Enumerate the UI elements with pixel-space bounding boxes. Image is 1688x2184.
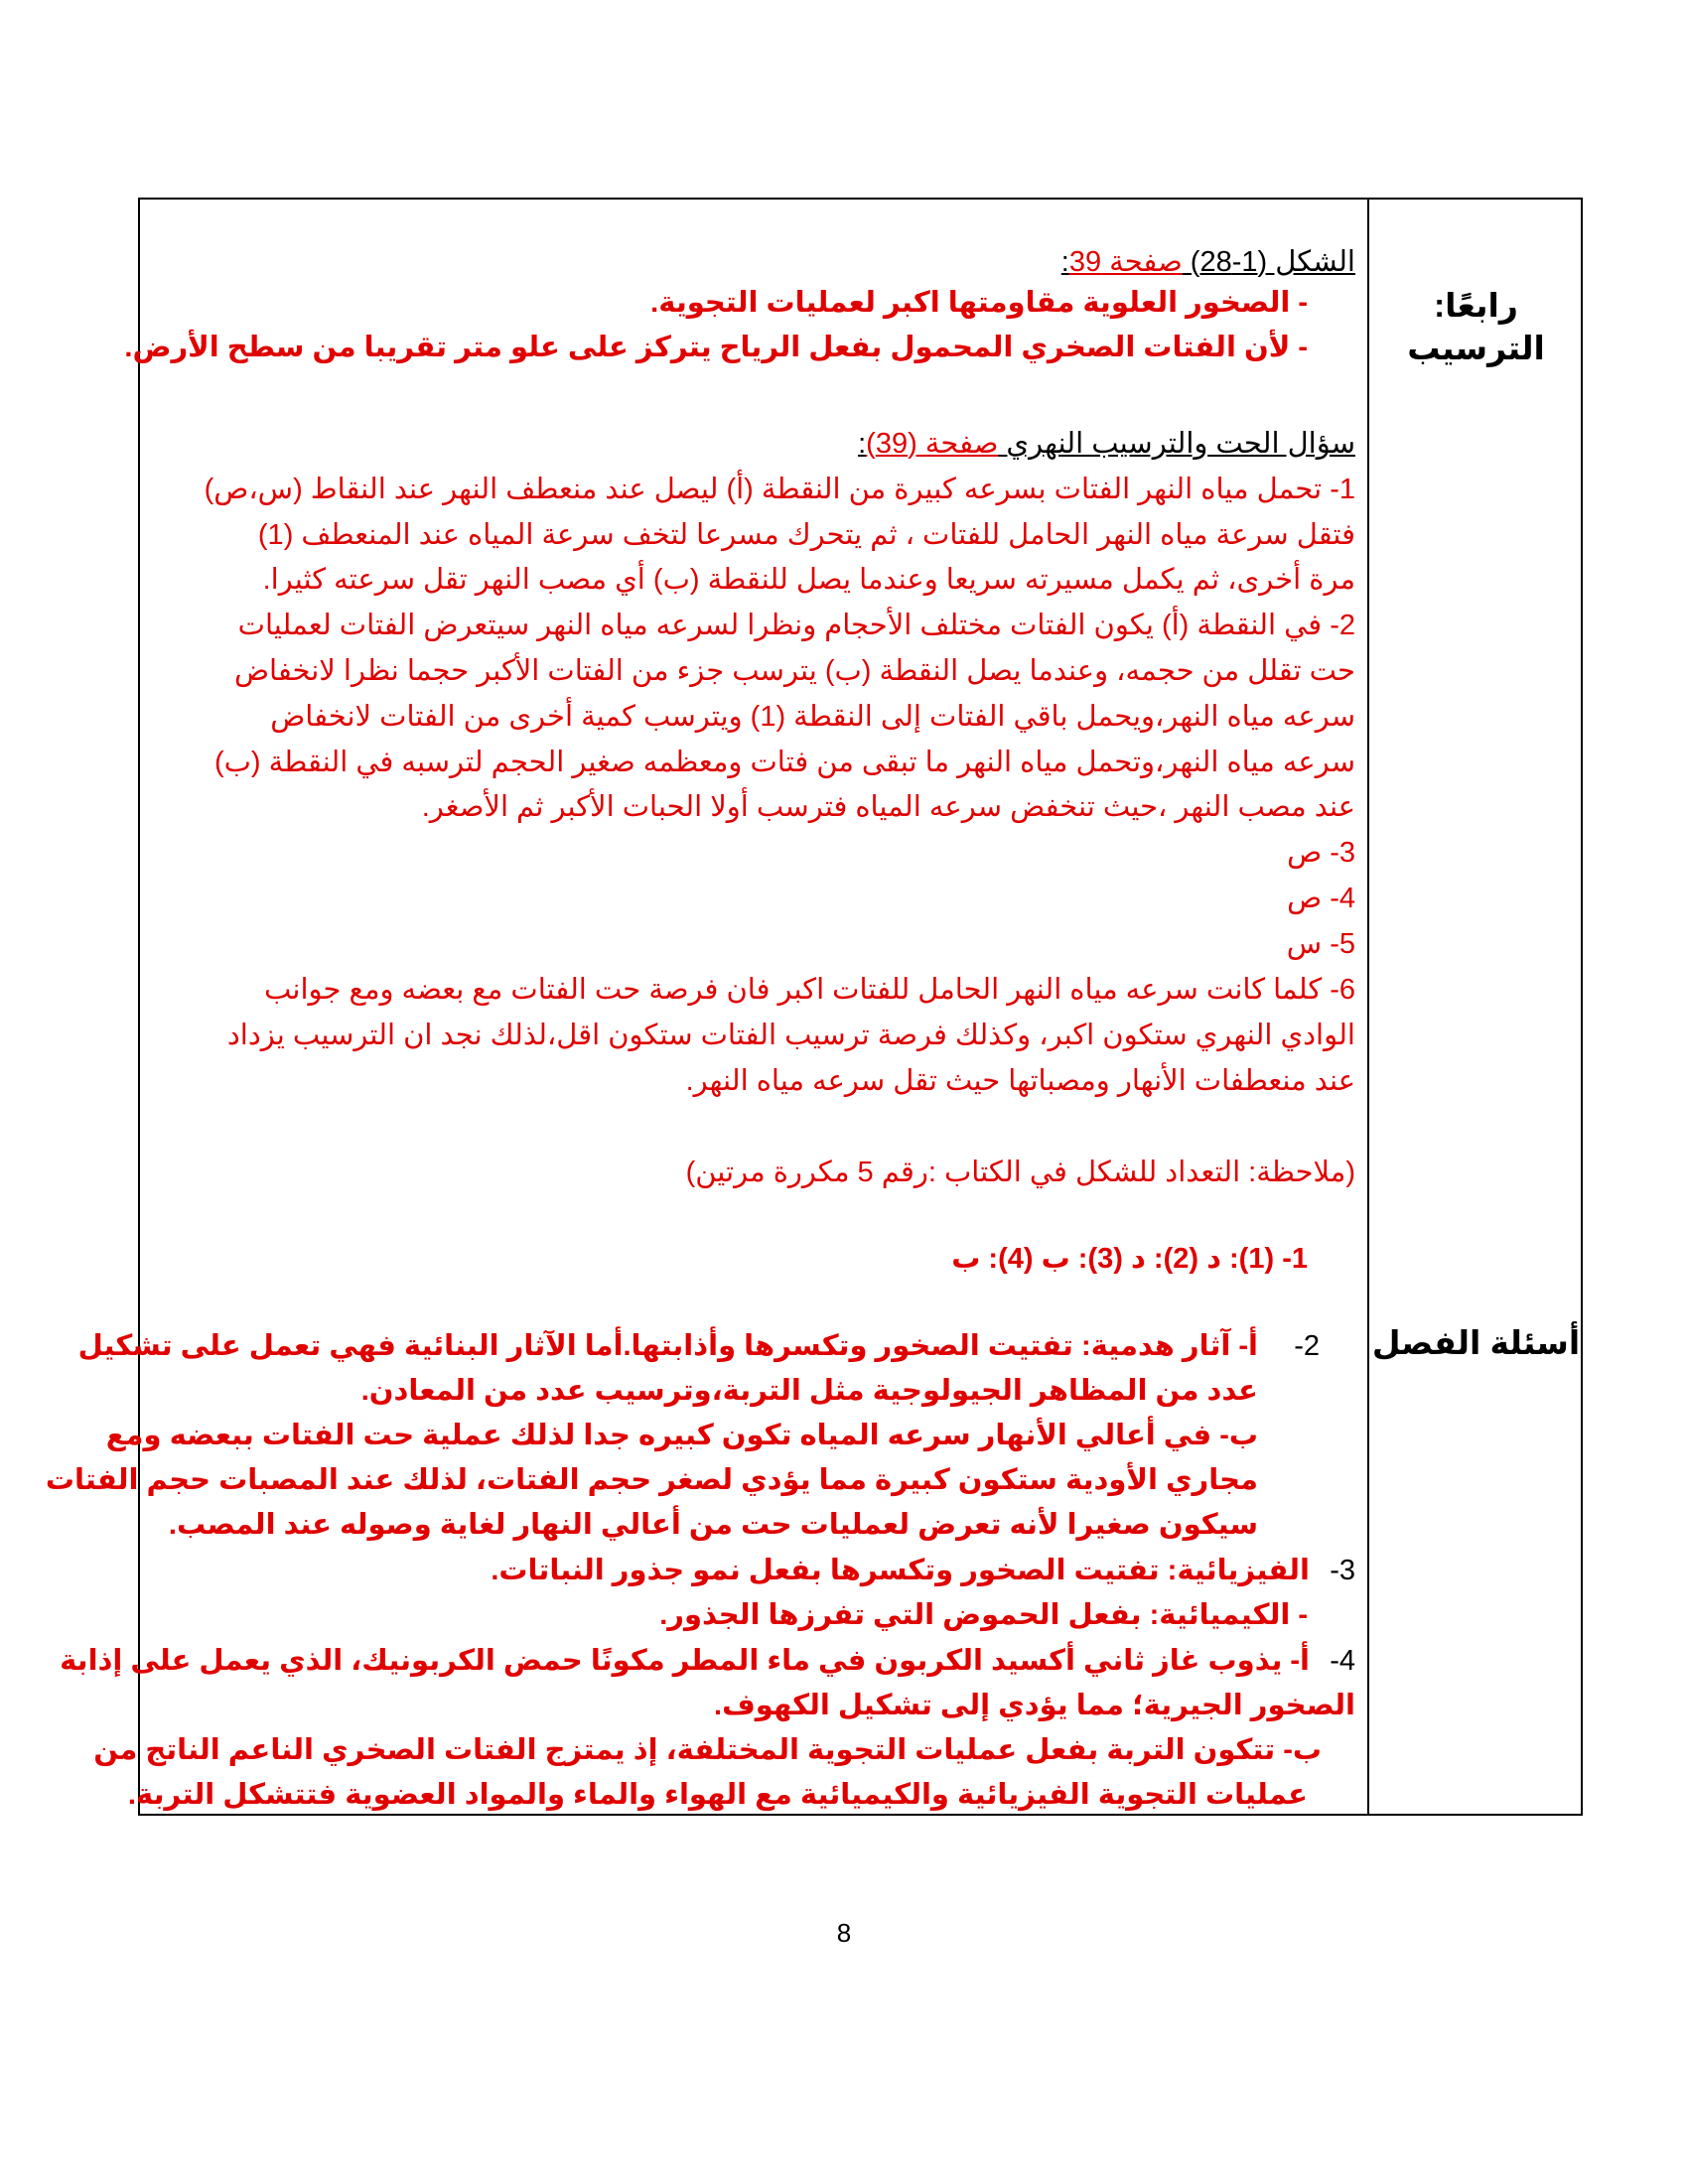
q3-answer-line: - الكيميائية: بفعل الحموض التي تفرزها الجذور. [659, 1599, 1308, 1631]
river-answer-line: عند منعطفات الأنهار ومصباتها حيث تقل سرعه مياه النهر. [685, 1065, 1355, 1097]
river-answer-line: حت تقلل من حجمه، وعندما يصل النقطة (ب) يترسب جزء من الفتات الأكبر حجما نظرا لانخفاض [233, 655, 1355, 687]
column-divider [1367, 200, 1369, 1814]
river-answer-line: 6- كلما كانت سرعه مياه النهر الحامل للفتات اكبر فان فرصة حت الفتات مع بعضه ومع جوانب [263, 974, 1355, 1006]
river-answer-line: الوادي النهري ستكون اكبر، وكذلك فرصة ترسيب الفتات ستكون اقل،لذلك نجد ان الترسيب يزداد [226, 1020, 1355, 1051]
figure-answer: - الصخور العلوية مقاومتها اكبر لعمليات التجوية. [650, 287, 1308, 319]
river-answer-line: فتقل سرعة مياه النهر الحامل للفتات ، ثم يتحرك مسرعا لتخف سرعة المياه عند المنعطف (1) [257, 519, 1355, 551]
river-answer-line: 1- تحمل مياه النهر الفتات بسرعه كبيرة من النقطة (أ) ليصل عند منعطف النهر عند النقاط (س،ص) [204, 474, 1355, 505]
river-answer-line: 5- س [1286, 928, 1355, 960]
q4-answer-line: أ- يذوب غاز ثاني أكسيد الكربون في ماء المطر مكونًا حمض الكربونيك، الذي يعمل على إذابة [60, 1645, 1310, 1677]
river-question-title: سؤال الحت والترسيب النهري صفحة (39): [858, 428, 1355, 460]
river-answer-line: 4- ص [1287, 883, 1355, 914]
answers-content [45, 200, 1367, 1814]
q4-number: 4- [1330, 1645, 1355, 1677]
note-text: (ملاحظة: التعداد للشكل في الكتاب :رقم 5 مكررة مرتين) [685, 1157, 1355, 1188]
figure-ref-title: الشكل (1-28) صفحة 39: [1060, 246, 1355, 278]
river-answer-line: 3- ص [1287, 837, 1355, 869]
river-answer-line: مرة أخرى، ثم يكمل مسيرته سريعا وعندما يصل للنقطة (ب) أي مصب النهر تقل سرعته كثيرا. [262, 564, 1355, 596]
q2-answer-line: أ- آثار هدمية: تفتيت الصخور وتكسرها وأذابتها.أما الآثار البنائية فهي تعمل على تشكيل [77, 1330, 1258, 1362]
river-answer-line: سرعه مياه النهر،وتحمل مياه النهر ما تبقى من فتات ومعظمه صغير الحجم لترسبه في النقطة (ب) [213, 747, 1355, 778]
river-answer-line: سرعه مياه النهر،ويحمل باقي الفتات إلى النقطة (1) ويترسب كمية أخرى من الفتات لانخفاض [270, 701, 1355, 733]
q4-answer-line: عمليات التجوية الفيزيائية والكيميائية مع الهواء والماء والمواد العضوية فتتشكل التربة. [127, 1779, 1308, 1811]
q3-answer-line: الفيزيائية: تفتيت الصخور وتكسرها بفعل نمو جذور النباتات. [491, 1555, 1310, 1586]
heading-chapter-questions: أسئلة الفصل [1371, 1324, 1581, 1361]
q4-answer-line: الصخور الجيرية؛ مما يؤدي إلى تشكيل الكهوف. [714, 1690, 1355, 1721]
q4-answer-line: ب- تتكون التربة بفعل عمليات التجوية المختلفة، إذ يمتزج الفتات الصخري الناعم الناتج من [93, 1734, 1322, 1766]
q2-number: 2- [1294, 1330, 1320, 1362]
river-answer-line: 2- في النقطة (أ) يكون الفتات مختلف الأحجام ونظرا لسرعه مياه النهر سيتعرض الفتات لعمليات [237, 610, 1355, 641]
page-number: 8 [836, 1918, 852, 1948]
river-answer-line: عند مصب النهر ،حيث تنخفض سرعه المياه فترسب أولا الحبات الأكبر ثم الأصغر. [421, 791, 1355, 823]
q2-answer-line: سيكون صغيرا لأنه تعرض لعمليات حت من أعالي النهار لغاية وصوله عند المصب. [168, 1509, 1258, 1541]
heading-rabian: رابعًا: الترسيب [1407, 287, 1545, 366]
q2-answer-line: عدد من المظاهر الجيولوجية مثل التربة،وترسيب عدد من المعادن. [360, 1375, 1258, 1407]
q2-answer-line: ب- في أعالي الأنهار سرعه المياه تكون كبيره جدا لذلك عملية حت الفتات ببعضه ومع [105, 1420, 1258, 1451]
answer-table [45, 198, 1583, 1816]
q3-number: 3- [1330, 1555, 1355, 1586]
q2-answer-line: مجاري الأودية ستكون كبيرة مما يؤدي لصغر حجم الفتات، لذلك عند المصبات حجم الفتات [45, 1464, 1258, 1496]
mcq-answers: 1- (1): د (2): د (3): ب (4): ب [951, 1243, 1308, 1275]
figure-answer: - لأن الفتات الصخري المحمول بفعل الرياح يتركز على علو متر تقريبا من سطح الأرض. [124, 332, 1308, 363]
